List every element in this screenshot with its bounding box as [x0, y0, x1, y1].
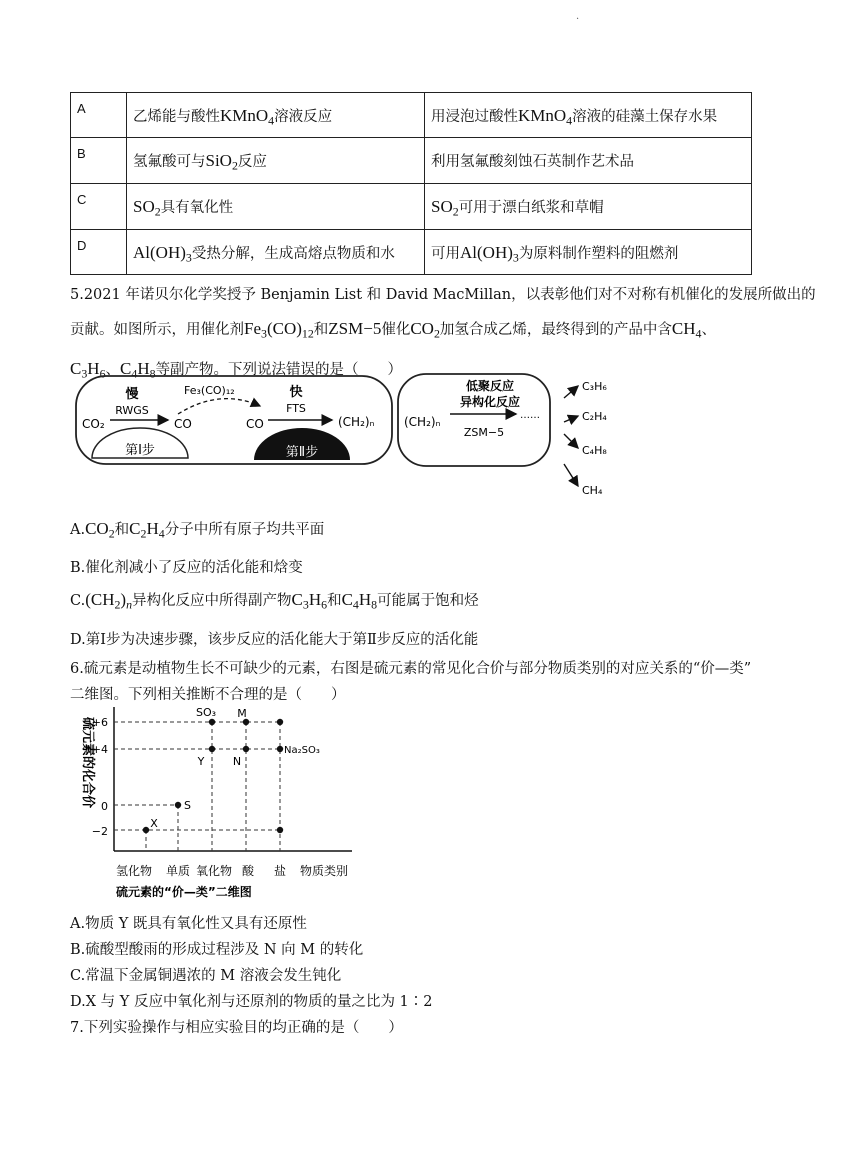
label-na2so3: Na₂SO₃	[284, 745, 320, 756]
step2-label: 第Ⅱ步	[285, 445, 319, 460]
row-application: $SO_2$可用于漂白纸浆和草帽	[425, 184, 752, 230]
co2-label: CO₂	[82, 417, 105, 431]
point-so3	[209, 719, 215, 725]
xtick-acid: 酸	[241, 864, 255, 878]
q5-option-d: D.第Ⅰ步为决速步骤，该步反应的活化能大于第Ⅱ步反应的活化能	[70, 632, 479, 648]
chart-caption: 硫元素的“价—类”二维图	[116, 885, 252, 899]
arrow-product-3	[564, 434, 578, 448]
xtick-oxide: 氧化物	[195, 864, 233, 878]
ytick-minus2: −2	[91, 825, 108, 838]
oligomerization-label: 低聚反应	[465, 379, 515, 393]
co-label-2: CO	[246, 417, 264, 431]
q6-option-d: D.X 与 Y 反应中氧化剂与还原剂的物质的量之比为 1∶2	[70, 994, 433, 1010]
xtick-hydride: 氢化物	[115, 864, 153, 878]
chart-ylabel: 硫元素的化合价	[80, 717, 95, 809]
chart-xlabel: 物质类别	[299, 864, 349, 878]
label-s: S	[184, 799, 191, 812]
q5-line3: $C_3H_6$、$C_4H_8$等副产物。下列说法错误的是（ ）	[70, 359, 403, 381]
step1-label: 第Ⅰ步	[125, 443, 155, 458]
isomerization-label: 异构化反应	[459, 395, 521, 409]
row-letter: B	[71, 138, 127, 184]
ch2n-label-2: (CH₂)ₙ	[404, 415, 441, 429]
row-statement: $Al(OH)_3$受热分解，生成高熔点物质和水	[127, 230, 425, 275]
row-statement: 氢氟酸可与SiO$_2$反应	[127, 138, 425, 184]
row-application: 利用氢氟酸刻蚀石英制作艺术品	[425, 138, 752, 184]
ytick-plus4: +4	[91, 743, 108, 756]
options-table	[70, 92, 752, 275]
row-application: 用浸泡过酸性KMnO$_4$溶液的硅藻土保存水果	[425, 93, 752, 138]
zsm-label: ZSM−5	[463, 426, 505, 439]
q7-line1: 7.下列实验操作与相应实验目的均正确的是（ ）	[70, 1020, 403, 1036]
dots-label: ……	[520, 410, 540, 421]
label-so3: SO₃	[195, 706, 217, 719]
row-letter: A	[71, 93, 127, 138]
row-letter: C	[71, 184, 127, 230]
rwgs-label: RWGS	[115, 404, 149, 417]
point-n	[243, 746, 249, 752]
ch2n-label: (CH₂)ₙ	[338, 415, 375, 429]
table-row	[71, 184, 752, 230]
xtick-element: 单质	[165, 864, 191, 878]
q6-option-a: A.物质 Y 既具有氧化性又具有还原性	[70, 916, 307, 932]
arrow-product-1	[564, 386, 578, 398]
point-y	[209, 746, 215, 752]
q5-reaction-diagram	[70, 370, 610, 508]
q5-option-c: $C.(CH_2)_n$异构化反应中所得副产物$C_3H_6$和$C_4H_8$可能属于饱和烃	[70, 590, 479, 612]
product-c3h6: C₃H₆	[582, 380, 607, 393]
point-salt-minus2	[277, 827, 283, 833]
q5-option-a: $A.CO_2$和$C_2H_4$分子中所有原子均共平面	[70, 519, 325, 541]
row-statement: 乙烯能与酸性KMnO$_4$溶液反应	[127, 93, 425, 138]
table-row	[71, 93, 752, 138]
xtick-salt: 盐	[273, 864, 287, 878]
table-row	[71, 230, 752, 275]
fts-label: FTS	[286, 402, 306, 415]
product-c4h8: C₄H₈	[582, 444, 607, 457]
ytick-plus6: +6	[91, 716, 108, 729]
point-s	[175, 802, 181, 808]
fast-label: 快	[289, 385, 303, 400]
catalyst-label: Fe₃(CO)₁₂	[184, 384, 235, 397]
row-application: 可用$Al(OH)_3$为原料制作塑料的阻燃剂	[425, 230, 752, 275]
point-x	[143, 827, 149, 833]
label-x: X	[150, 817, 158, 830]
q5-line2: 贡献。如图所示，用催化剂$Fe_3(CO)_{12}$和ZSM−5催化$CO_2$加氢合成乙烯，最终得到的产品中含$CH_4$、	[70, 319, 716, 341]
q6-line2: 二维图。下列相关推断不合理的是（ ）	[70, 687, 346, 703]
q6-line1: 6.硫元素是动植物生长不可缺少的元素，右图是硫元素的常见化合价与部分物质类别的对应关系的“价—类”	[70, 661, 752, 677]
co-label: CO	[174, 417, 192, 431]
point-na2so3	[277, 746, 283, 752]
ytick-zero: 0	[101, 800, 108, 813]
point-salt-plus6	[277, 719, 283, 725]
catalyst-dashed-arrow	[178, 399, 260, 414]
arrow-product-2	[564, 416, 578, 422]
slow-label: 慢	[125, 387, 139, 402]
product-c2h4: C₂H₄	[582, 410, 607, 423]
label-m: M	[237, 707, 247, 720]
product-ch4: CH₄	[582, 484, 603, 497]
table-row	[71, 138, 752, 184]
q6-option-b: B.硫酸型酸雨的形成过程涉及 N 向 M 的转化	[70, 942, 364, 958]
q5-option-b: B.催化剂减小了反应的活化能和焓变	[70, 560, 303, 576]
q6-option-c: C.常温下金属铜遇浓的 M 溶液会发生钝化	[70, 968, 342, 984]
label-n: N	[232, 755, 242, 768]
q6-valence-class-chart	[70, 703, 360, 901]
row-statement: $SO_2$具有氧化性	[127, 184, 425, 230]
dashed-guides	[114, 722, 280, 851]
header-dot: ·	[576, 14, 580, 25]
row-letter: D	[71, 230, 127, 275]
q5-line1: 5.2021 年诺贝尔化学奖授予 Benjamin List 和 David MacMillan，以表彰他们对不对称有机催化的发展所做出的	[70, 287, 816, 303]
arrow-product-4	[564, 464, 578, 486]
label-y: Y	[197, 755, 205, 768]
